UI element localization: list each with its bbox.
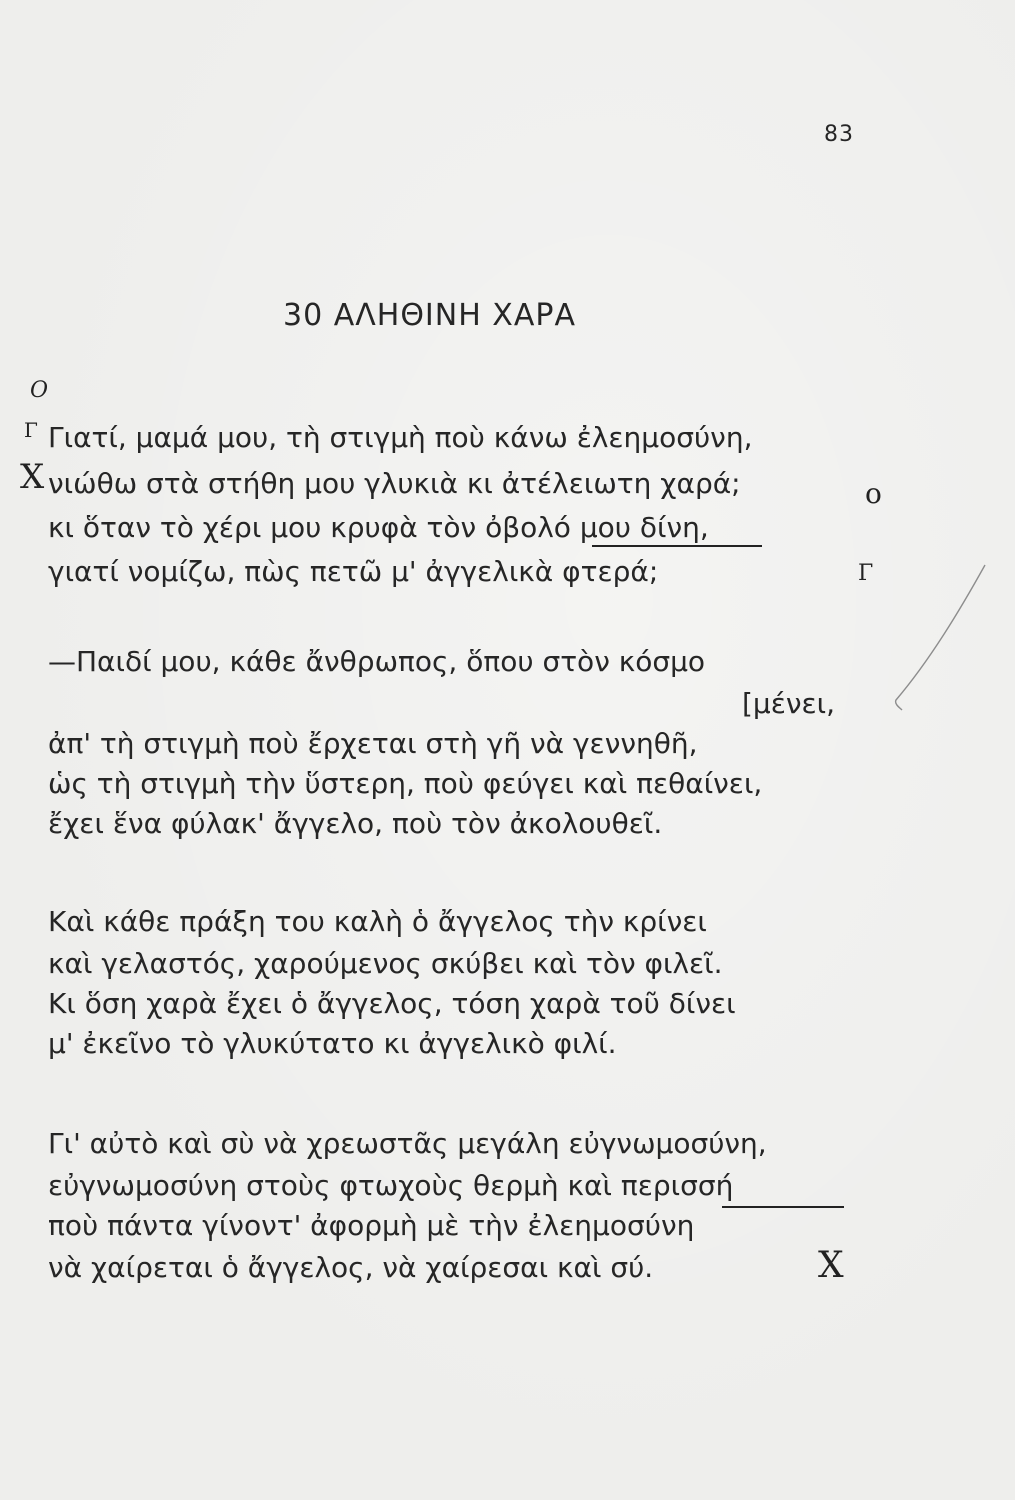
stanza-3-line-3: Κι ὅση χαρὰ ἔχει ὁ ἄγγελος, τόση χαρὰ τοῦ δίνει: [48, 987, 736, 1020]
stanza-1-line-2: νιώθω στὰ στήθη μου γλυκιὰ κι ἀτέλειωτη χαρά;: [48, 467, 741, 500]
stanza-2-line-1-continuation: [μένει,: [742, 687, 836, 720]
handwritten-o-mark: O: [30, 378, 49, 403]
handwritten-o-right-mark: o: [865, 477, 882, 510]
handwritten-gamma-right-mark: Γ: [858, 561, 874, 586]
stanza-4-line-1: Γι' αὐτὸ καὶ σὺ νὰ χρεωστᾶς μεγάλη εὐγνωμοσύνη,: [48, 1127, 767, 1160]
underline-perissi: [722, 1206, 844, 1208]
poem-title: 30 ΑΛΗΘΙΝΗ ΧΑΡΑ: [283, 298, 576, 333]
stanza-2-line-1: —Παιδί μου, κάθε ἄνθρωπος, ὅπου στὸν κόσμο: [48, 645, 706, 678]
handwritten-chi-bottom-mark: Χ: [818, 1245, 844, 1286]
stanza-1-line-3: κι ὅταν τὸ χέρι μου κρυφὰ τὸν ὀβολό μου δίνη,: [48, 511, 709, 544]
stanza-2-line-2: ἀπ' τὴ στιγμὴ ποὺ ἔρχεται στὴ γῆ νὰ γεννηθῆ,: [48, 727, 698, 760]
stanza-1-line-4: γιατί νομίζω, πὼς πετῶ μ' ἀγγελικὰ φτερά;: [48, 555, 659, 588]
stanza-3-line-4: μ' ἐκεῖνο τὸ γλυκύτατο κι ἀγγελικὸ φιλί.: [48, 1027, 617, 1060]
stanza-4-line-2: εὐγνωμοσύνη στοὺς φτωχοὺς θερμὴ καὶ περισσή: [48, 1169, 734, 1202]
stanza-4-line-3: ποὺ πάντα γίνοντ' ἀφορμὴ μὲ τὴν ἐλεημοσύνη: [48, 1209, 695, 1242]
stanza-3-line-2: καὶ γελαστός, χαρούμενος σκύβει καὶ τὸν φιλεῖ.: [48, 947, 723, 980]
stanza-4-line-4: νὰ χαίρεται ὁ ἄγγελος, νὰ χαίρεσαι καὶ σύ.: [48, 1251, 654, 1284]
handwritten-chi-mark: Χ: [20, 457, 45, 497]
stanza-2-line-4: ἔχει ἕνα φύλακ' ἄγγελο, ποὺ τὸν ἀκολουθεῖ.: [48, 807, 663, 840]
handwritten-gamma-mark: Γ: [24, 418, 38, 442]
stanza-1-line-1: Γιατί, μαμά μου, τὴ στιγμὴ ποὺ κάνω ἐλεημοσύνη,: [48, 421, 753, 454]
stanza-2-line-3: ὡς τὴ στιγμὴ τὴν ὕστερη, ποὺ φεύγει καὶ πεθαίνει,: [48, 767, 763, 800]
page-number: 83: [824, 122, 854, 147]
underline-obolo-mou: [592, 545, 762, 547]
stanza-3-line-1: Καὶ κάθε πράξη του καλὴ ὁ ἄγγελος τὴν κρίνει: [48, 905, 707, 938]
